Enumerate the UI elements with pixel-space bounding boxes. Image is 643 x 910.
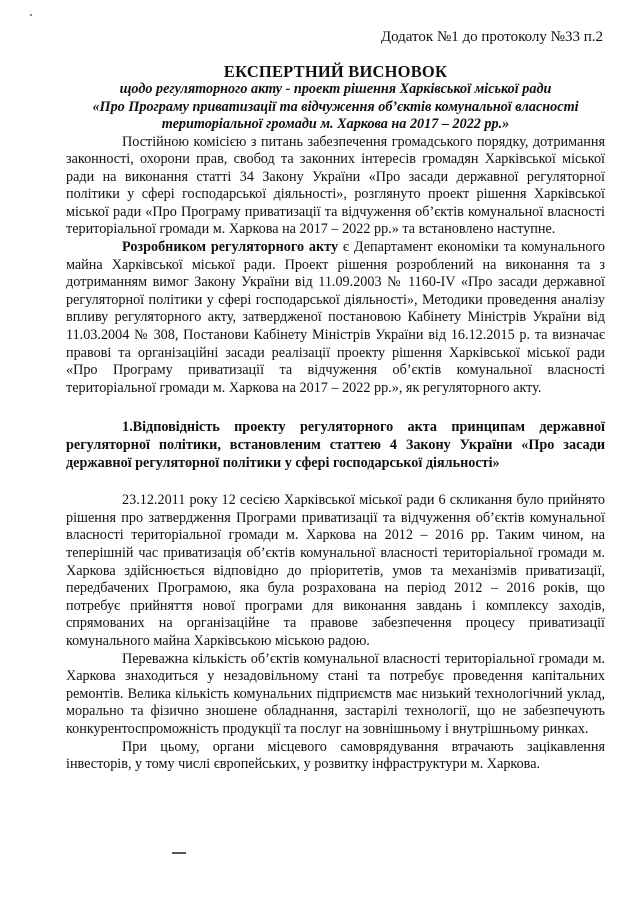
paragraph-developer <box>66 239 605 397</box>
subtitle-line: щодо регуляторного акту - проект рішення Харківської міської ради <box>119 81 552 97</box>
subtitle-line: «Про Програму приватизації та відчуження об’єктів комунальної власності <box>92 98 579 115</box>
scan-speck <box>30 14 32 16</box>
section-1-heading: 1.Відповідність проекту регуляторного акта принципам державної регуляторної політики, встановленим статтею 4 Закону України «Про засади державної регуляторної політики у сфері господарської діяльності» <box>66 419 605 471</box>
developer-body-text: є Департамент економіки та комунального майна Харківської міської ради. Проект рішення розроблений на виконання та з дотриманням вимог Закону України від 11.09.2003 № 1160-IV «Про засади державної регуляторної політики у сфері господарської діяльності», Методики проведення аналізу впливу регуляторного акту, затвердженої постановою Кабінету Міністрів України від 11.03.2004 № 308, Постанови Кабінету Міністрів України від 16.12.2015 р. та визначає правові та організаційні засади реалізації проекту рішення Харківської міської ради «Про Програму приватизації та відчуження об’єктів комунальної власності територіальної громади м. Харкова на 2017 – 2022 рр.», як регуляторного акту. <box>66 239 605 396</box>
paragraph-commission-review: Постійною комісією з питань забезпечення громадського порядку, дотримання законності, охорони прав, свобод та законних інтересів громадян Харківської міської ради на виконання статті 34 Закону України «Про засади державної регуляторної політики у сфері господарської діяльності», розглянуто проект рішення Харківської міської ради «Про Програму приватизації та відчуження об’єктів комунальної власності територіальної громади м. Харкова на 2017 – 2022 рр.» та встановлено наступне. <box>66 133 605 238</box>
paragraph-investors: При цьому, органи місцевого самоврядування втрачають зацікавлення інвесторів, у тому числі європейських, у розвитку інфраструктури м. Харкова. <box>66 738 605 773</box>
subtitle-line: територіальної громади м. Харкова на 2017 – 2022 рр.» <box>161 116 510 132</box>
developer-lead-text: Розробником регуляторного акту <box>122 239 339 256</box>
paragraph-objects-condition: Переважна кількість об’єктів комунальної власності територіальної громади м. Харкова знаходиться у незадовільному стані та потребує проведення капітальних ремонтів. Велика кількість комунальних підприємств має низький технологічний уклад, морально та фізично зношене обладнання, застарілі технології, що не забезпечують конкурентоспроможність продукції та послуг на зовнішньому і внутрішньому ринках. <box>66 650 605 737</box>
protocol-annex-note: Додаток №1 до протоколу №33 п.2 <box>380 29 603 45</box>
document-title: ЕКСПЕРТНИЙ ВИСНОВОК <box>223 62 448 81</box>
paragraph-program-history: 23.12.2011 року 12 сесією Харківської міської ради 6 скликання було прийнято рішення про затвердження Програми приватизації та відчуження об’єктів комунальної власності територіальної громади м. Харкова на 2012 – 2016 рр. Таким чином, на теперішній час приватизація об’єктів комунальної власності територіальної громади м. Харкова здійснюється відповідно до пріоритетів, умов та механізмів приватизації, передбачених Програмою, яка була розрахована на період 2012 – 2016 років, що потребує прийняття нової програми для виконання завдань і комплексу заходів, спрямованих на організаційне та правове забезпечення процесу приватизації комунального майна Харківською міською радою. <box>66 492 605 649</box>
document-subtitle <box>66 81 605 134</box>
scan-mark <box>172 852 186 854</box>
